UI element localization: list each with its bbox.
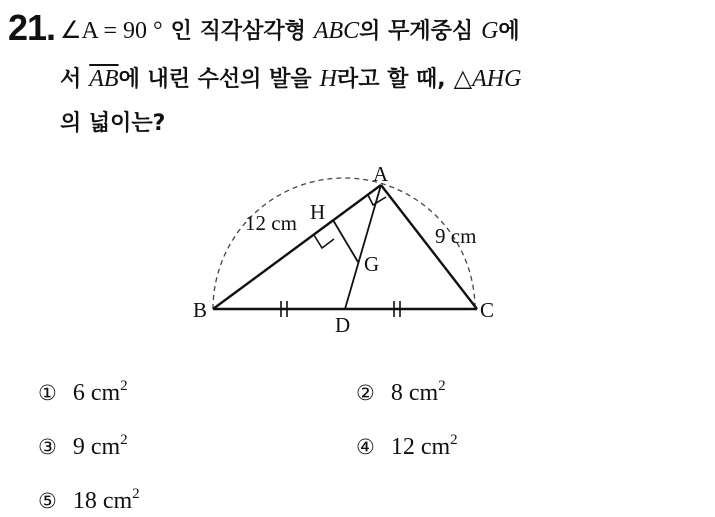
choice-marker: ⑤ [38,489,57,513]
text-4: 서 [60,67,82,92]
choice-exponent: 2 [120,378,128,394]
choice-value: 8 [390,380,403,406]
triangle-ahg: AHG [472,66,522,92]
triangle-name: ABC [313,18,360,44]
length-ac: 9 cm [435,224,477,248]
segment-ab: $\overline{AB}$ [89,66,119,92]
choice-exponent: 2 [450,432,458,448]
choice-3[interactable] [38,424,128,460]
choice-value: 12 [390,434,415,460]
side-ab [213,185,381,309]
text-3: 에 [498,19,520,44]
text-2: 의 무게중심 [359,19,474,44]
choice-exponent: 2 [438,378,446,394]
text-5: 에 내린 수선의 발을 [118,67,312,92]
choice-5[interactable] [38,478,140,514]
choice-unit: cm [90,434,121,460]
foot-label: H [319,66,337,92]
choice-value: 18 [72,488,97,514]
choice-unit: cm [102,488,133,514]
label-a: A [373,162,389,186]
right-angle-mark-h [314,235,334,248]
choice-marker: ① [38,381,57,405]
choice-unit: cm [408,380,439,406]
label-b: B [193,298,208,322]
choice-value: 6 [72,380,85,406]
angle-expression: ∠A = 90 ° [60,18,163,44]
choice-exponent: 2 [120,432,128,448]
perpendicular-gh [333,220,358,262]
choice-exponent: 2 [132,486,140,502]
label-h: H [310,200,326,224]
choice-4[interactable] [356,424,458,460]
text-6: 라고 할 때, [336,67,446,92]
choice-unit: cm [420,434,451,460]
choice-1[interactable] [38,370,128,406]
text-7: 의 넓이는? [60,111,166,136]
choice-value: 9 [72,434,85,460]
label-g: G [364,252,380,276]
triangle-symbol: △ [453,66,473,92]
choice-marker: ④ [356,435,375,459]
text-1: 인 직각삼각형 [170,19,306,44]
length-ab: 12 cm [245,211,297,235]
choice-unit: cm [90,380,121,406]
label-c: C [480,298,495,322]
choice-2[interactable] [356,370,446,406]
choice-marker: ③ [38,435,57,459]
label-d: D [335,313,351,337]
question-number: 21. [8,7,56,48]
choice-marker: ② [356,381,375,405]
centroid-label: G [481,18,499,44]
